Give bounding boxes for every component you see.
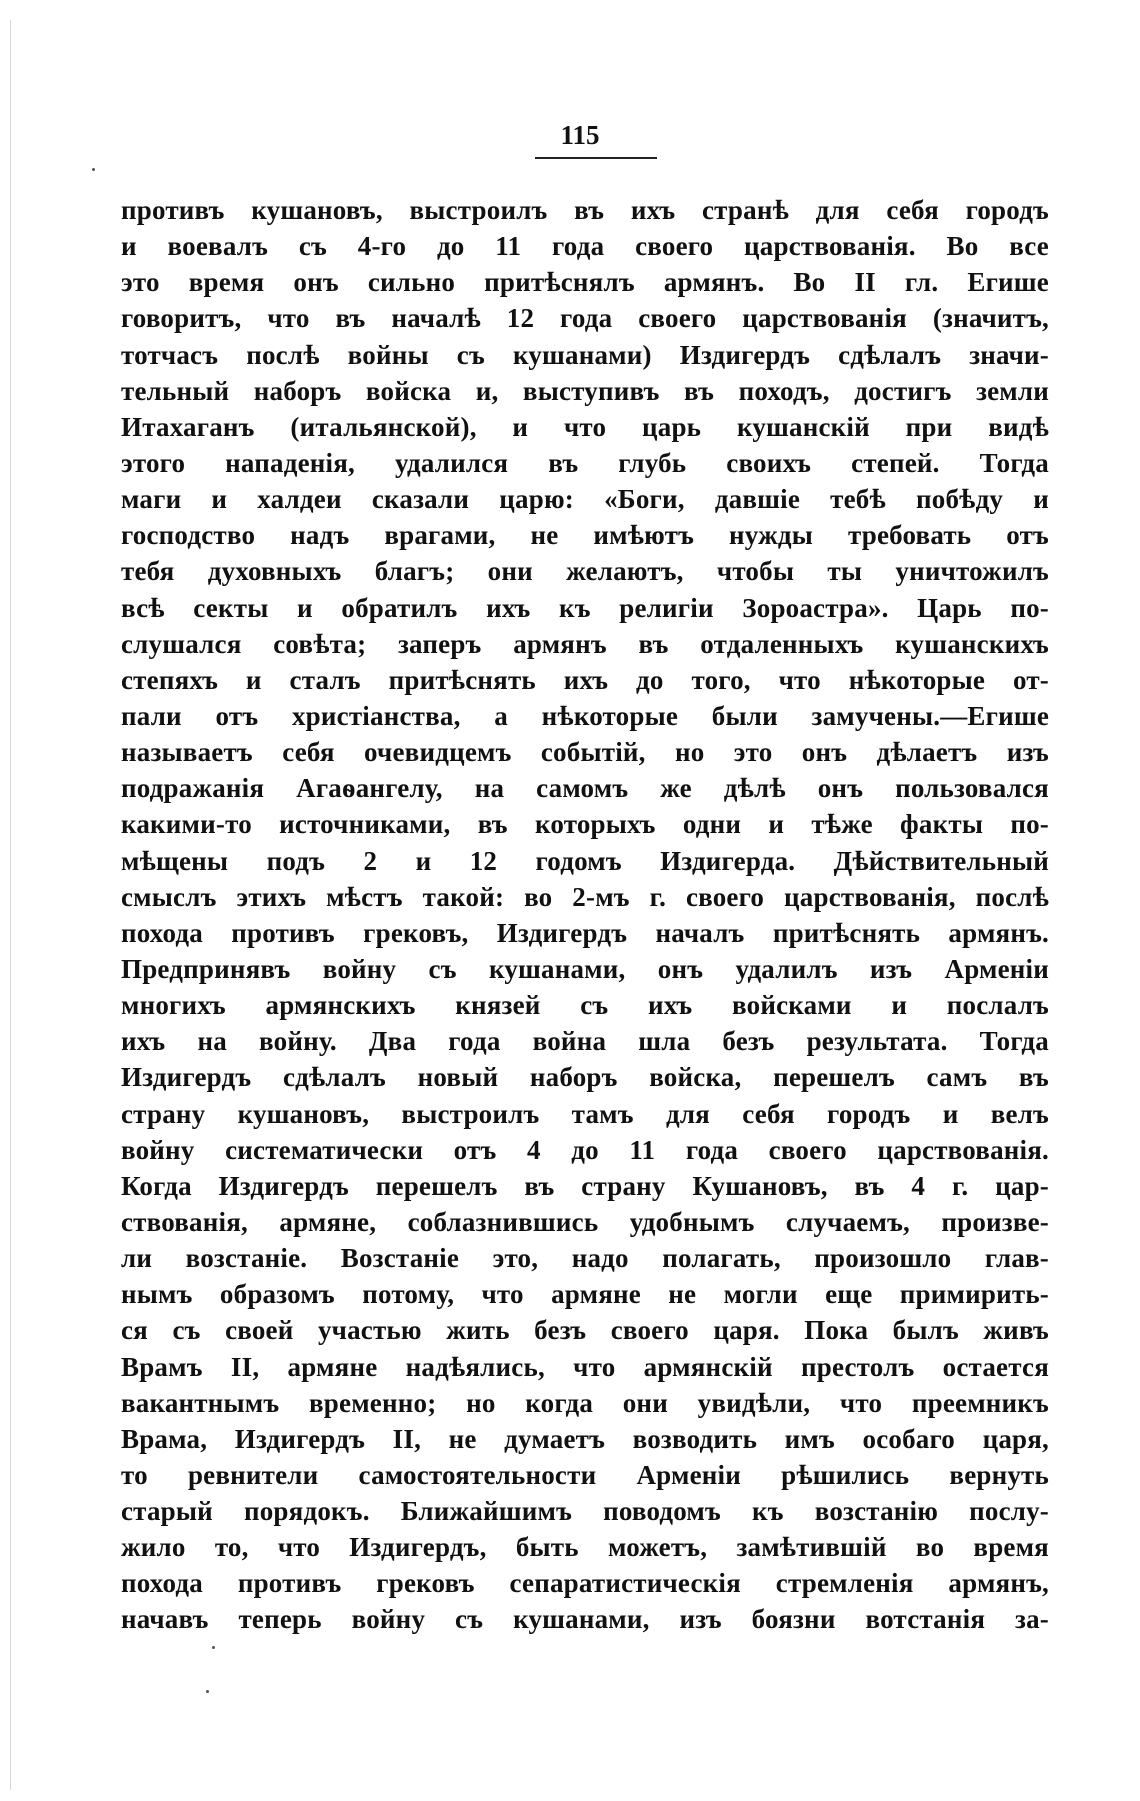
text-line: смыслъ этихъ мѣстъ такой: во 2-мъ г. своего царствованія, послѣ: [121, 881, 1049, 912]
text-line: степяхъ и сталъ притѣснять ихъ до того, что нѣкоторые от-: [121, 664, 1049, 695]
text-line: вакантнымъ временно; но когда они увидѣли, что преемникъ: [121, 1387, 1049, 1418]
text-line: господство надъ врагами, не имѣютъ нужды требовать отъ: [121, 520, 1049, 551]
text-line: тебя духовныхъ благъ; они желаютъ, чтобы ты уничтожилъ: [121, 556, 1049, 587]
text-line: многихъ армянскихъ князей съ ихъ войсками и послалъ: [121, 990, 1049, 1021]
text-line: страну кушановъ, выстроилъ тамъ для себя городъ и велъ: [121, 1098, 1049, 1129]
text-line: Врамъ II, армяне надѣялись, что армянскій престолъ остается: [121, 1351, 1049, 1382]
text-line: противъ кушановъ, выстроилъ въ ихъ странѣ для себя городъ: [121, 195, 1049, 225]
text-line: Когда Издигердъ перешелъ въ страну Кушановъ, въ 4 г. цар-: [121, 1170, 1049, 1201]
page-number: 115: [560, 120, 600, 150]
text-line: ли возстаніе. Возстаніе это, надо полагать, произошло глав-: [121, 1243, 1049, 1274]
text-line: маги и халдеи сказали царю: «Боги, давшіе тебѣ побѣду и: [121, 484, 1049, 515]
text-line: похода противъ грековъ сепаратистическія стремленія армянъ,: [121, 1568, 1049, 1599]
text-line: начавъ теперь войну съ кушанами, изъ боязни вотстанія за-: [121, 1604, 1049, 1635]
body-text: [121, 192, 1049, 1638]
text-line: пали отъ христіанства, а нѣкоторые были замучены.—Егише: [121, 700, 1049, 731]
page-edge-line: [10, 20, 11, 1790]
text-line: тельный наборъ войска и, выступивъ въ походъ, достигъ земли: [121, 375, 1049, 406]
text-line: какими-то источниками, въ которыхъ одни и тѣже факты по-: [121, 809, 1049, 840]
text-line: говоритъ, что въ началѣ 12 года своего царствованія (значитъ,: [121, 303, 1049, 334]
print-speck: [212, 1646, 215, 1649]
text-line: то ревнители самостоятельности Арменіи рѣшились вернуть: [121, 1459, 1049, 1490]
print-speck: [206, 1690, 209, 1693]
text-line: всѣ секты и обратилъ ихъ къ религіи Зороастра». Царь по-: [121, 592, 1049, 623]
text-line: Врама, Издигердъ II, не думаетъ возводить имъ особаго царя,: [121, 1423, 1049, 1454]
text-line: слушался совѣта; заперъ армянъ въ отдаленныхъ кушанскихъ: [121, 628, 1049, 659]
text-line: мѣщены подъ 2 и 12 годомъ Издигерда. Дѣйствительный: [121, 845, 1049, 876]
print-speck: [92, 168, 95, 171]
text-line: называетъ себя очевидцемъ событій, но это онъ дѣлаетъ изъ: [121, 737, 1049, 768]
text-line: войну систематически отъ 4 до 11 года своего царствованія.: [121, 1134, 1049, 1165]
text-line: похода противъ грековъ, Издигердъ началъ притѣснять армянъ.: [121, 917, 1049, 948]
text-line: Итахаганъ (итальянской), и что царь кушанскій при видѣ: [121, 411, 1049, 442]
text-line: это время онъ сильно притѣснялъ армянъ. Во II гл. Егише: [121, 267, 1049, 298]
text-line: и воевалъ съ 4-го до 11 года своего царствованія. Во все: [121, 231, 1049, 262]
text-line: ихъ на войну. Два года война шла безъ результата. Тогда: [121, 1026, 1049, 1057]
text-line: ся съ своей участью жить безъ своего царя. Пока былъ живъ: [121, 1315, 1049, 1346]
text-line: старый порядокъ. Ближайшимъ поводомъ къ возстанію послу-: [121, 1496, 1049, 1527]
text-line: жило то, что Издигердъ, быть можетъ, замѣтившій во время: [121, 1532, 1049, 1563]
text-line: ствованія, армяне, соблазнившись удобнымъ случаемъ, произве-: [121, 1206, 1049, 1237]
text-line: подражанія Агаѳангелу, на самомъ же дѣлѣ онъ пользовался: [121, 773, 1049, 804]
text-line: нымъ образомъ потому, что армяне не могли еще примирить-: [121, 1279, 1049, 1310]
page-number-rule: [535, 157, 657, 159]
text-line: этого нападенія, удалился въ глубь своихъ степей. Тогда: [121, 447, 1049, 478]
text-line: Предпринявъ войну съ кушанами, онъ удалилъ изъ Арменіи: [121, 953, 1049, 984]
text-line: тотчасъ послѣ войны съ кушанами) Издигердъ сдѣлалъ значи-: [121, 339, 1049, 370]
text-line: Издигердъ сдѣлалъ новый наборъ войска, перешелъ самъ въ: [121, 1062, 1049, 1093]
